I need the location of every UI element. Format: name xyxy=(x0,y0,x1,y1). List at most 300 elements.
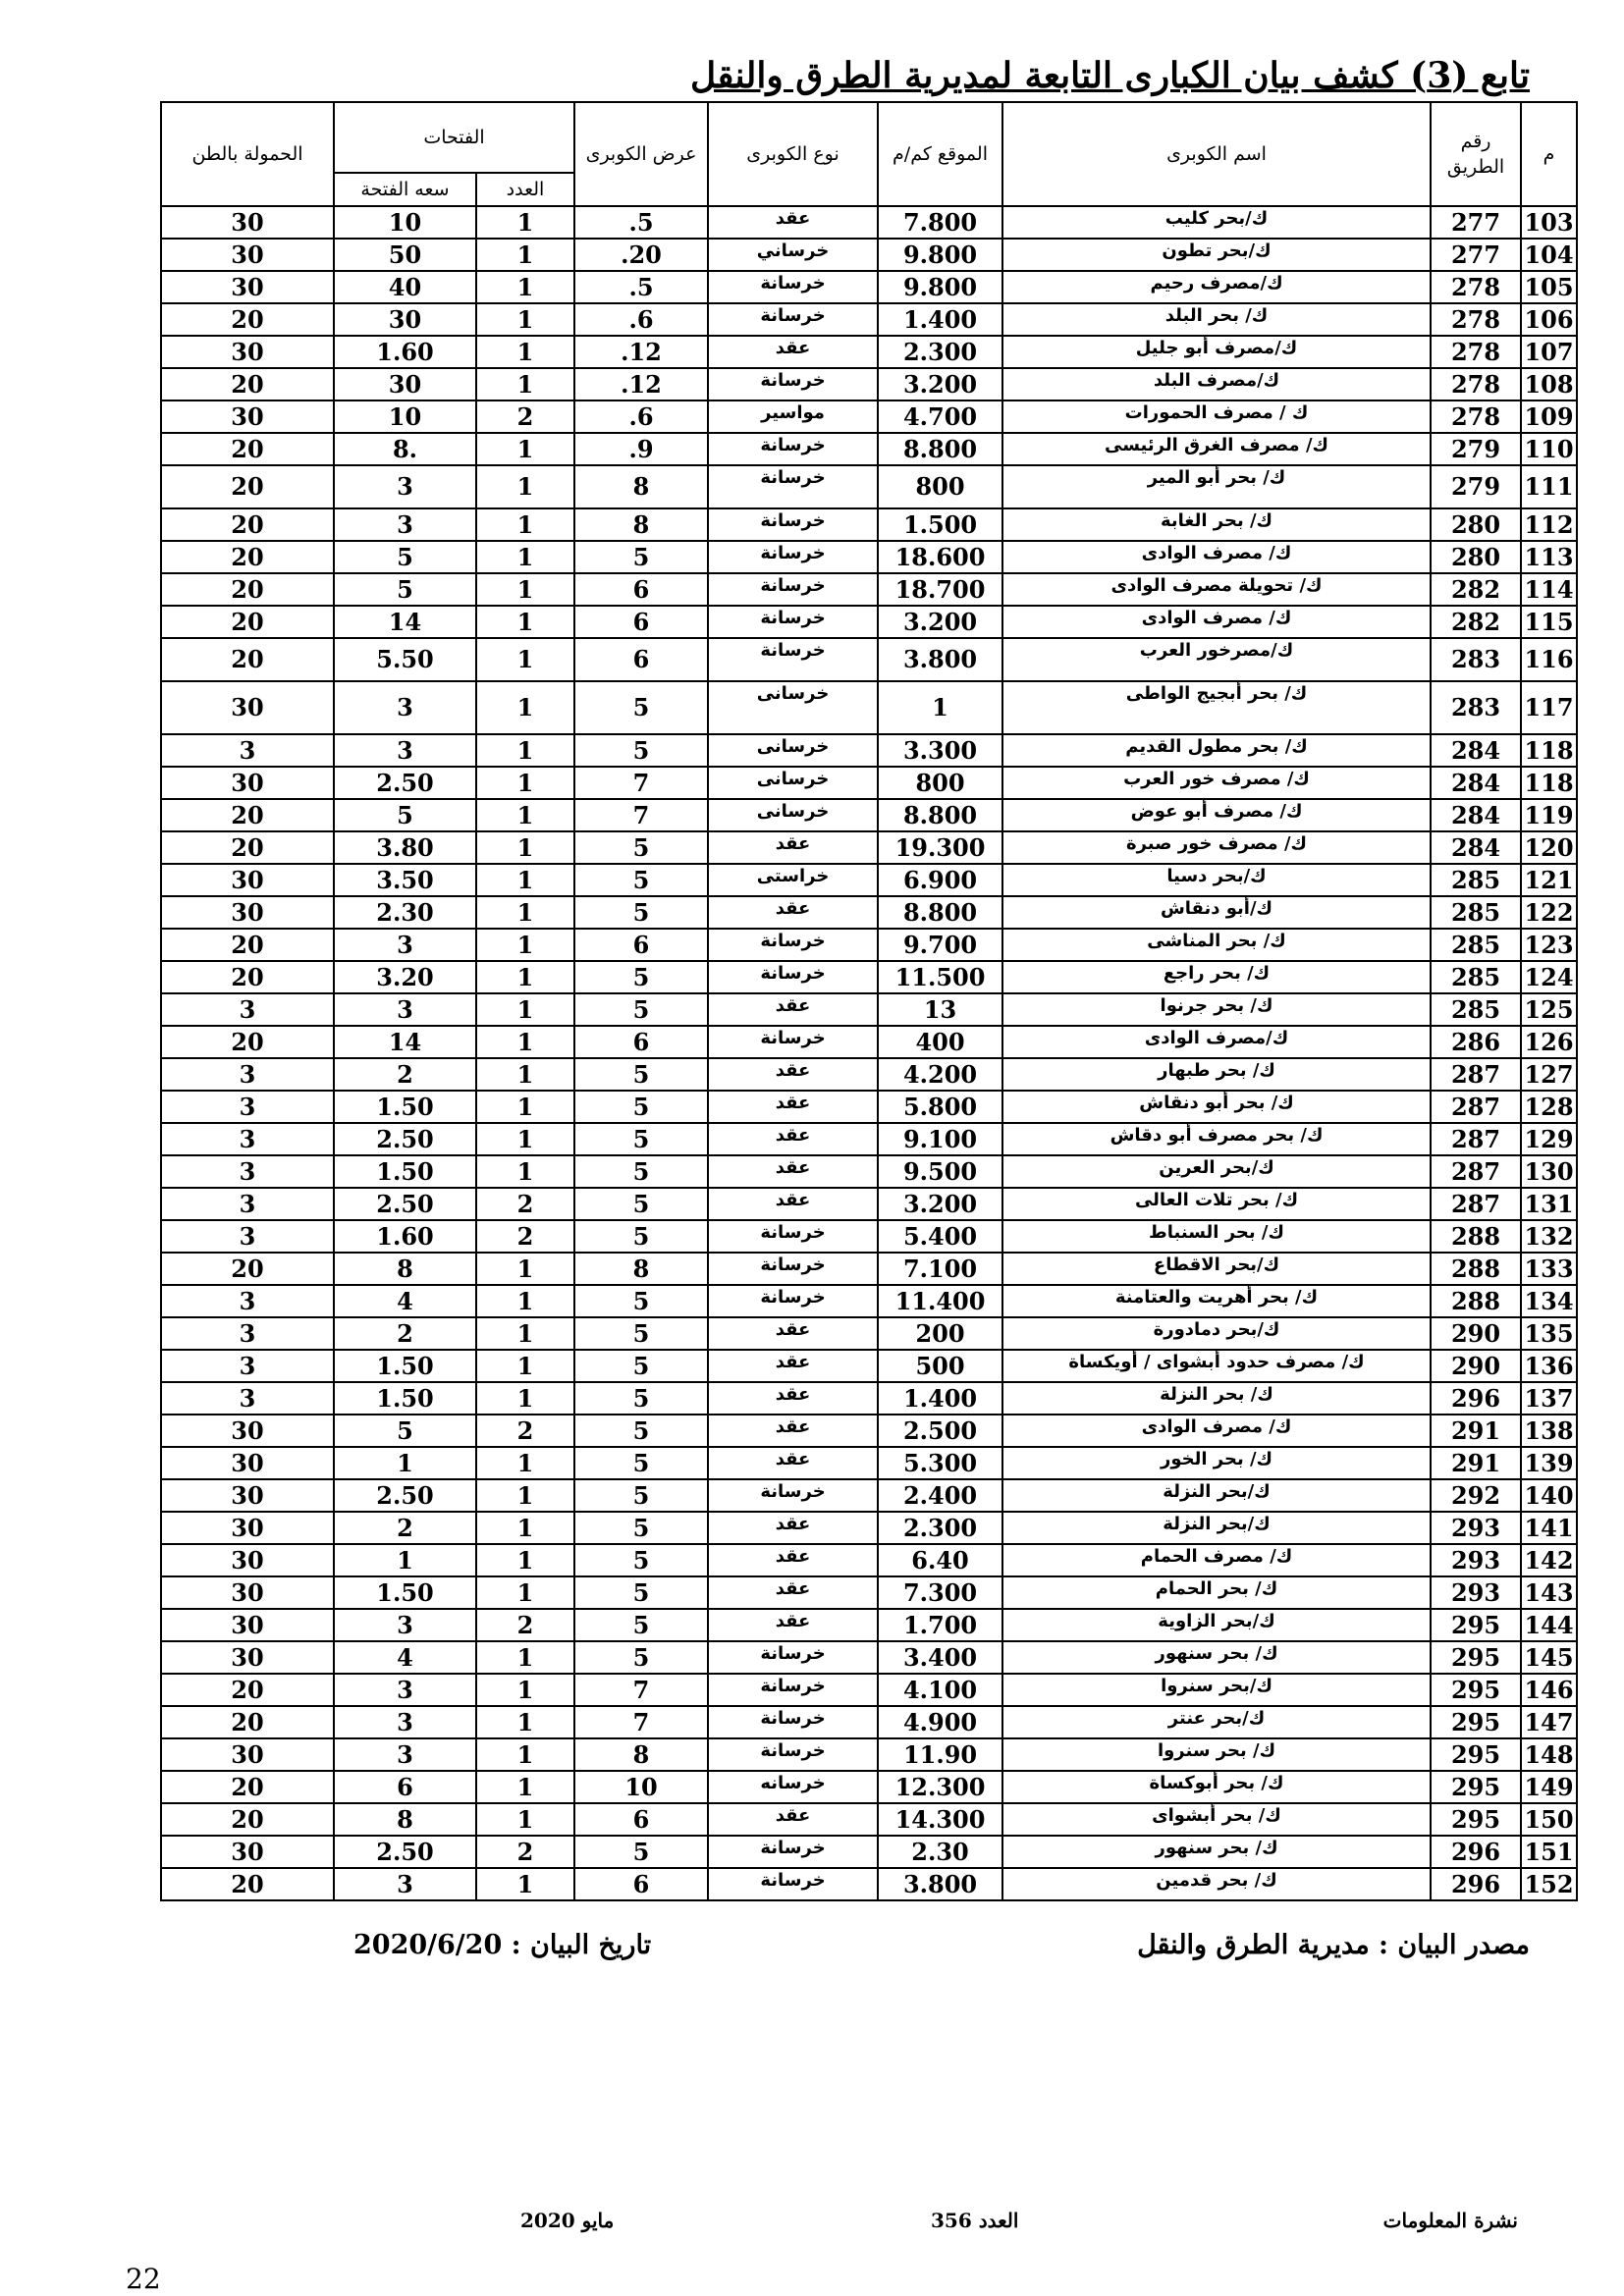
cell-location: 800 xyxy=(878,465,1002,508)
cell-bridge-name: ك/مصرخور العرب xyxy=(1002,638,1431,681)
cell-location: 6.40 xyxy=(878,1544,1002,1576)
cell-opening-capacity: 2.50 xyxy=(334,1479,476,1512)
cell-bridge-name: ك/بحر كليب xyxy=(1002,206,1431,239)
cell-width: 6 xyxy=(574,1868,708,1900)
cell-road-no: 291 xyxy=(1431,1415,1521,1447)
cell-num: 131 xyxy=(1521,1188,1577,1220)
cell-num: 118 xyxy=(1521,734,1577,767)
cell-width: 5 xyxy=(574,1220,708,1253)
cell-openings-count: 1 xyxy=(476,1285,574,1317)
cell-load: 20 xyxy=(161,638,334,681)
cell-bridge-name: ك/بحر الاقطاع xyxy=(1002,1253,1431,1285)
cell-openings-count: 1 xyxy=(476,734,574,767)
cell-num: 125 xyxy=(1521,993,1577,1026)
cell-road-no: 296 xyxy=(1431,1836,1521,1868)
cell-width: 5 xyxy=(574,864,708,896)
cell-bridge-name: ك/ بحر النزلة xyxy=(1002,1382,1431,1415)
cell-width: 12. xyxy=(574,368,708,400)
cell-road-no: 295 xyxy=(1431,1771,1521,1803)
cell-width: 7 xyxy=(574,799,708,831)
cell-width: 8 xyxy=(574,508,708,541)
table-row xyxy=(161,799,1577,831)
cell-opening-capacity: 50 xyxy=(334,239,476,271)
cell-bridge-name: ك/ بحر أبو دنقاش xyxy=(1002,1091,1431,1123)
cell-width: 6. xyxy=(574,303,708,336)
cell-openings-count: 2 xyxy=(476,400,574,433)
cell-bridge-type: عقد xyxy=(708,1803,878,1836)
cell-bridge-type: خرسانة xyxy=(708,961,878,993)
cell-opening-capacity: 10 xyxy=(334,206,476,239)
cell-bridge-name: ك/بحر النزلة xyxy=(1002,1512,1431,1544)
cell-width: 5 xyxy=(574,1285,708,1317)
cell-num: 126 xyxy=(1521,1026,1577,1058)
cell-load: 30 xyxy=(161,206,334,239)
cell-load: 3 xyxy=(161,1317,334,1350)
cell-openings-count: 1 xyxy=(476,465,574,508)
cell-location: 3.800 xyxy=(878,638,1002,681)
cell-width: 12. xyxy=(574,336,708,368)
cell-road-no: 293 xyxy=(1431,1576,1521,1609)
cell-width: 5 xyxy=(574,1447,708,1479)
header-location: الموقع كم/م xyxy=(878,102,1002,206)
cell-bridge-name: ك/بحر الزاوية xyxy=(1002,1609,1431,1641)
cell-load: 30 xyxy=(161,1479,334,1512)
cell-opening-capacity: 5.50 xyxy=(334,638,476,681)
cell-num: 110 xyxy=(1521,433,1577,465)
cell-opening-capacity: 2.50 xyxy=(334,767,476,799)
cell-load: 30 xyxy=(161,239,334,271)
header-road-no: رقم الطريق xyxy=(1431,102,1521,206)
table-row xyxy=(161,1285,1577,1317)
table-row xyxy=(161,541,1577,573)
cell-bridge-name: ك/بحر عنتر xyxy=(1002,1706,1431,1738)
cell-location: 13 xyxy=(878,993,1002,1026)
cell-road-no: 293 xyxy=(1431,1512,1521,1544)
cell-road-no: 288 xyxy=(1431,1253,1521,1285)
cell-load: 30 xyxy=(161,336,334,368)
cell-openings-count: 1 xyxy=(476,1155,574,1188)
table-row xyxy=(161,1803,1577,1836)
cell-opening-capacity: 8 xyxy=(334,1253,476,1285)
cell-load: 30 xyxy=(161,1544,334,1576)
cell-location: 18.700 xyxy=(878,573,1002,606)
cell-bridge-name: ك/ بحر مطول القديم xyxy=(1002,734,1431,767)
cell-location: 4.100 xyxy=(878,1674,1002,1706)
cell-width: 5 xyxy=(574,1317,708,1350)
cell-location: 19.300 xyxy=(878,831,1002,864)
cell-bridge-type: عقد xyxy=(708,1512,878,1544)
cell-opening-capacity: 2.30 xyxy=(334,896,476,929)
cell-location: 8.800 xyxy=(878,896,1002,929)
cell-width: 6 xyxy=(574,1803,708,1836)
cell-load: 20 xyxy=(161,303,334,336)
cell-num: 148 xyxy=(1521,1738,1577,1771)
cell-location: 18.600 xyxy=(878,541,1002,573)
cell-load: 20 xyxy=(161,929,334,961)
cell-openings-count: 1 xyxy=(476,1253,574,1285)
cell-width: 5 xyxy=(574,1123,708,1155)
cell-road-no: 295 xyxy=(1431,1803,1521,1836)
cell-bridge-name: ك/ بحر تلات العالى xyxy=(1002,1188,1431,1220)
cell-width: 5 xyxy=(574,896,708,929)
cell-bridge-type: خرسانة xyxy=(708,1479,878,1512)
table-row xyxy=(161,1220,1577,1253)
cell-road-no: 278 xyxy=(1431,271,1521,303)
cell-bridge-type: مواسير xyxy=(708,400,878,433)
cell-bridge-name: ك/بحر العرين xyxy=(1002,1155,1431,1188)
cell-openings-count: 2 xyxy=(476,1220,574,1253)
cell-opening-capacity: 10 xyxy=(334,400,476,433)
cell-location: 4.200 xyxy=(878,1058,1002,1091)
cell-num: 137 xyxy=(1521,1382,1577,1415)
cell-road-no: 295 xyxy=(1431,1609,1521,1641)
cell-opening-capacity: 5 xyxy=(334,573,476,606)
cell-width: 6 xyxy=(574,573,708,606)
cell-bridge-type: خرسانة xyxy=(708,1220,878,1253)
cell-opening-capacity: 3.80 xyxy=(334,831,476,864)
cell-opening-capacity: 3 xyxy=(334,465,476,508)
cell-location: 4.700 xyxy=(878,400,1002,433)
cell-bridge-type: خرسانة xyxy=(708,508,878,541)
cell-width: 5 xyxy=(574,1641,708,1674)
cell-load: 30 xyxy=(161,400,334,433)
table-row xyxy=(161,271,1577,303)
cell-load: 20 xyxy=(161,961,334,993)
cell-location: 3.300 xyxy=(878,734,1002,767)
cell-bridge-name: ك/بحر تطون xyxy=(1002,239,1431,271)
cell-road-no: 283 xyxy=(1431,638,1521,681)
cell-bridge-name: ك/مصرف أبو جليل xyxy=(1002,336,1431,368)
table-row xyxy=(161,206,1577,239)
cell-load: 3 xyxy=(161,1220,334,1253)
cell-width: 6 xyxy=(574,929,708,961)
cell-load: 20 xyxy=(161,1706,334,1738)
cell-width: 5 xyxy=(574,1544,708,1576)
cell-bridge-type: خرساني xyxy=(708,239,878,271)
cell-bridge-type: خرسانة xyxy=(708,1253,878,1285)
cell-opening-capacity: 1.50 xyxy=(334,1350,476,1382)
cell-width: 5 xyxy=(574,1836,708,1868)
cell-num: 127 xyxy=(1521,1058,1577,1091)
cell-bridge-type: خرسانة xyxy=(708,368,878,400)
cell-road-no: 282 xyxy=(1431,573,1521,606)
cell-location: 1.400 xyxy=(878,1382,1002,1415)
cell-road-no: 284 xyxy=(1431,767,1521,799)
cell-location: 9.100 xyxy=(878,1123,1002,1155)
header-load: الحمولة بالطن xyxy=(161,102,334,206)
cell-load: 20 xyxy=(161,1253,334,1285)
cell-bridge-type: عقد xyxy=(708,1058,878,1091)
cell-bridge-type: خرسانة xyxy=(708,541,878,573)
cell-opening-capacity: 14 xyxy=(334,1026,476,1058)
table-row xyxy=(161,681,1577,734)
cell-bridge-name: ك/ مصرف الغرق الرئيسى xyxy=(1002,433,1431,465)
cell-openings-count: 1 xyxy=(476,1512,574,1544)
cell-road-no: 287 xyxy=(1431,1155,1521,1188)
cell-road-no: 296 xyxy=(1431,1382,1521,1415)
cell-opening-capacity: 3 xyxy=(334,993,476,1026)
table-row xyxy=(161,1609,1577,1641)
cell-bridge-type: عقد xyxy=(708,206,878,239)
cell-location: 8.800 xyxy=(878,799,1002,831)
cell-road-no: 286 xyxy=(1431,1026,1521,1058)
cell-width: 8 xyxy=(574,1253,708,1285)
cell-road-no: 278 xyxy=(1431,303,1521,336)
cell-bridge-type: عقد xyxy=(708,1091,878,1123)
cell-num: 135 xyxy=(1521,1317,1577,1350)
cell-num: 118 xyxy=(1521,767,1577,799)
cell-location: 6.900 xyxy=(878,864,1002,896)
cell-num: 147 xyxy=(1521,1706,1577,1738)
table-row xyxy=(161,573,1577,606)
cell-bridge-type: خرسانى xyxy=(708,681,878,734)
cell-location: 1.500 xyxy=(878,508,1002,541)
cell-location: 7.100 xyxy=(878,1253,1002,1285)
table-row xyxy=(161,239,1577,271)
cell-opening-capacity: 8 xyxy=(334,1803,476,1836)
cell-bridge-name: ك/ مصرف حدود أبشواى / أويكساة xyxy=(1002,1350,1431,1382)
cell-num: 145 xyxy=(1521,1641,1577,1674)
cell-load: 30 xyxy=(161,1738,334,1771)
cell-num: 117 xyxy=(1521,681,1577,734)
cell-opening-capacity: 3 xyxy=(334,929,476,961)
cell-road-no: 280 xyxy=(1431,541,1521,573)
cell-width: 5 xyxy=(574,1576,708,1609)
cell-openings-count: 1 xyxy=(476,206,574,239)
cell-bridge-name: ك/ بحر الغابة xyxy=(1002,508,1431,541)
cell-openings-count: 2 xyxy=(476,1836,574,1868)
cell-openings-count: 1 xyxy=(476,1091,574,1123)
cell-openings-count: 2 xyxy=(476,1609,574,1641)
cell-openings-count: 1 xyxy=(476,1576,574,1609)
cell-width: 7 xyxy=(574,1706,708,1738)
cell-bridge-type: عقد xyxy=(708,896,878,929)
cell-bridge-type: عقد xyxy=(708,831,878,864)
cell-load: 3 xyxy=(161,1350,334,1382)
cell-opening-capacity: 1 xyxy=(334,1447,476,1479)
cell-width: 5. xyxy=(574,271,708,303)
cell-num: 149 xyxy=(1521,1771,1577,1803)
cell-num: 116 xyxy=(1521,638,1577,681)
cell-width: 5 xyxy=(574,831,708,864)
table-row xyxy=(161,638,1577,681)
cell-openings-count: 1 xyxy=(476,929,574,961)
cell-opening-capacity: 3 xyxy=(334,1706,476,1738)
cell-opening-capacity: 2 xyxy=(334,1058,476,1091)
cell-load: 3 xyxy=(161,1188,334,1220)
table-row xyxy=(161,734,1577,767)
cell-load: 30 xyxy=(161,1447,334,1479)
cell-load: 20 xyxy=(161,831,334,864)
cell-width: 5 xyxy=(574,1058,708,1091)
cell-road-no: 287 xyxy=(1431,1058,1521,1091)
cell-bridge-name: ك/ بحر أبو المير xyxy=(1002,465,1431,508)
page-title: تابع (3) كشف بيان الكبارى التابعة لمديرية الطرق والنقل xyxy=(690,55,1530,96)
cell-bridge-type: خرسانة xyxy=(708,433,878,465)
cell-openings-count: 1 xyxy=(476,303,574,336)
cell-opening-capacity: 5 xyxy=(334,541,476,573)
cell-road-no: 283 xyxy=(1431,681,1521,734)
cell-openings-count: 1 xyxy=(476,1706,574,1738)
header-opening-capacity: سعه الفتحة xyxy=(334,173,476,206)
cell-opening-capacity: 3 xyxy=(334,1868,476,1900)
cell-num: 129 xyxy=(1521,1123,1577,1155)
cell-road-no: 285 xyxy=(1431,993,1521,1026)
cell-load: 20 xyxy=(161,799,334,831)
table-row xyxy=(161,993,1577,1026)
cell-openings-count: 1 xyxy=(476,368,574,400)
cell-location: 1 xyxy=(878,681,1002,734)
cell-location: 2.400 xyxy=(878,1479,1002,1512)
cell-road-no: 295 xyxy=(1431,1706,1521,1738)
cell-num: 132 xyxy=(1521,1220,1577,1253)
cell-num: 122 xyxy=(1521,896,1577,929)
cell-openings-count: 2 xyxy=(476,1188,574,1220)
cell-openings-count: 1 xyxy=(476,1803,574,1836)
cell-openings-count: 1 xyxy=(476,1058,574,1091)
table-row xyxy=(161,1382,1577,1415)
cell-location: 9.800 xyxy=(878,239,1002,271)
cell-num: 133 xyxy=(1521,1253,1577,1285)
cell-location: 1.400 xyxy=(878,303,1002,336)
bulletin-name: نشرة المعلومات xyxy=(1382,2209,1518,2232)
header-openings: الفتحات xyxy=(334,102,574,173)
cell-bridge-type: خرسانى xyxy=(708,767,878,799)
cell-location: 2.500 xyxy=(878,1415,1002,1447)
cell-openings-count: 1 xyxy=(476,638,574,681)
cell-num: 105 xyxy=(1521,271,1577,303)
cell-num: 109 xyxy=(1521,400,1577,433)
table-row xyxy=(161,606,1577,638)
cell-load: 30 xyxy=(161,896,334,929)
cell-width: 5 xyxy=(574,1350,708,1382)
cell-load: 20 xyxy=(161,465,334,508)
cell-num: 123 xyxy=(1521,929,1577,961)
cell-location: 9.500 xyxy=(878,1155,1002,1188)
cell-load: 3 xyxy=(161,1382,334,1415)
cell-road-no: 279 xyxy=(1431,433,1521,465)
cell-bridge-type: خرسانة xyxy=(708,1641,878,1674)
cell-bridge-type: عقد xyxy=(708,993,878,1026)
cell-road-no: 288 xyxy=(1431,1285,1521,1317)
cell-load: 20 xyxy=(161,541,334,573)
cell-bridge-name: ك/بحر سنروا xyxy=(1002,1674,1431,1706)
table-row xyxy=(161,961,1577,993)
cell-load: 20 xyxy=(161,433,334,465)
cell-bridge-type: عقد xyxy=(708,1317,878,1350)
cell-location: 9.700 xyxy=(878,929,1002,961)
cell-openings-count: 1 xyxy=(476,541,574,573)
cell-num: 103 xyxy=(1521,206,1577,239)
cell-num: 124 xyxy=(1521,961,1577,993)
cell-openings-count: 2 xyxy=(476,1415,574,1447)
cell-bridge-name: ك/بحر دمادورة xyxy=(1002,1317,1431,1350)
table-row xyxy=(161,1415,1577,1447)
cell-width: 5 xyxy=(574,1415,708,1447)
cell-num: 119 xyxy=(1521,799,1577,831)
cell-num: 121 xyxy=(1521,864,1577,896)
cell-road-no: 280 xyxy=(1431,508,1521,541)
table-row xyxy=(161,767,1577,799)
cell-openings-count: 1 xyxy=(476,606,574,638)
cell-opening-capacity: 30 xyxy=(334,368,476,400)
cell-opening-capacity: 3 xyxy=(334,508,476,541)
cell-width: 7 xyxy=(574,1674,708,1706)
cell-bridge-type: خراستى xyxy=(708,864,878,896)
table-row xyxy=(161,1641,1577,1674)
cell-opening-capacity: 30 xyxy=(334,303,476,336)
cell-opening-capacity: 2.50 xyxy=(334,1188,476,1220)
cell-road-no: 295 xyxy=(1431,1674,1521,1706)
cell-width: 5 xyxy=(574,1091,708,1123)
cell-openings-count: 1 xyxy=(476,1479,574,1512)
cell-bridge-type: خرسانى xyxy=(708,734,878,767)
cell-bridge-type: عقد xyxy=(708,1544,878,1576)
cell-opening-capacity: 40 xyxy=(334,271,476,303)
cell-bridge-name: ك/ مصرف خور العرب xyxy=(1002,767,1431,799)
cell-road-no: 277 xyxy=(1431,206,1521,239)
cell-width: 6. xyxy=(574,400,708,433)
cell-width: 5 xyxy=(574,961,708,993)
cell-num: 139 xyxy=(1521,1447,1577,1479)
cell-location: 11.400 xyxy=(878,1285,1002,1317)
cell-load: 20 xyxy=(161,368,334,400)
cell-openings-count: 1 xyxy=(476,767,574,799)
cell-road-no: 285 xyxy=(1431,961,1521,993)
cell-width: 5 xyxy=(574,1188,708,1220)
cell-bridge-type: عقد xyxy=(708,1123,878,1155)
cell-num: 115 xyxy=(1521,606,1577,638)
cell-location: 3.200 xyxy=(878,368,1002,400)
cell-load: 30 xyxy=(161,1641,334,1674)
cell-location: 5.300 xyxy=(878,1447,1002,1479)
cell-bridge-name: ك/ بحر السنباط xyxy=(1002,1220,1431,1253)
cell-location: 14.300 xyxy=(878,1803,1002,1836)
cell-bridge-type: خرسانة xyxy=(708,271,878,303)
table-row xyxy=(161,465,1577,508)
data-date: تاريخ البيان : 2020/6/20 xyxy=(353,1930,652,1960)
cell-opening-capacity: 1.50 xyxy=(334,1382,476,1415)
cell-bridge-type: عقد xyxy=(708,1576,878,1609)
cell-road-no: 291 xyxy=(1431,1447,1521,1479)
cell-location: 400 xyxy=(878,1026,1002,1058)
cell-road-no: 292 xyxy=(1431,1479,1521,1512)
cell-opening-capacity: 3.50 xyxy=(334,864,476,896)
cell-num: 111 xyxy=(1521,465,1577,508)
cell-bridge-type: خرسانه xyxy=(708,1771,878,1803)
cell-location: 2.30 xyxy=(878,1836,1002,1868)
cell-width: 6 xyxy=(574,638,708,681)
cell-load: 20 xyxy=(161,573,334,606)
cell-openings-count: 1 xyxy=(476,864,574,896)
cell-location: 3.200 xyxy=(878,606,1002,638)
cell-openings-count: 1 xyxy=(476,799,574,831)
cell-opening-capacity: 2 xyxy=(334,1512,476,1544)
issue-month: مايو 2020 xyxy=(520,2209,615,2232)
cell-bridge-name: ك/ مصرف الوادى xyxy=(1002,541,1431,573)
table-row xyxy=(161,896,1577,929)
cell-load: 20 xyxy=(161,606,334,638)
table-row xyxy=(161,336,1577,368)
cell-road-no: 287 xyxy=(1431,1091,1521,1123)
cell-opening-capacity: 2 xyxy=(334,1317,476,1350)
cell-load: 20 xyxy=(161,1868,334,1900)
table-row xyxy=(161,929,1577,961)
cell-location: 4.900 xyxy=(878,1706,1002,1738)
cell-openings-count: 1 xyxy=(476,1544,574,1576)
cell-num: 152 xyxy=(1521,1868,1577,1900)
cell-location: 1.700 xyxy=(878,1609,1002,1641)
